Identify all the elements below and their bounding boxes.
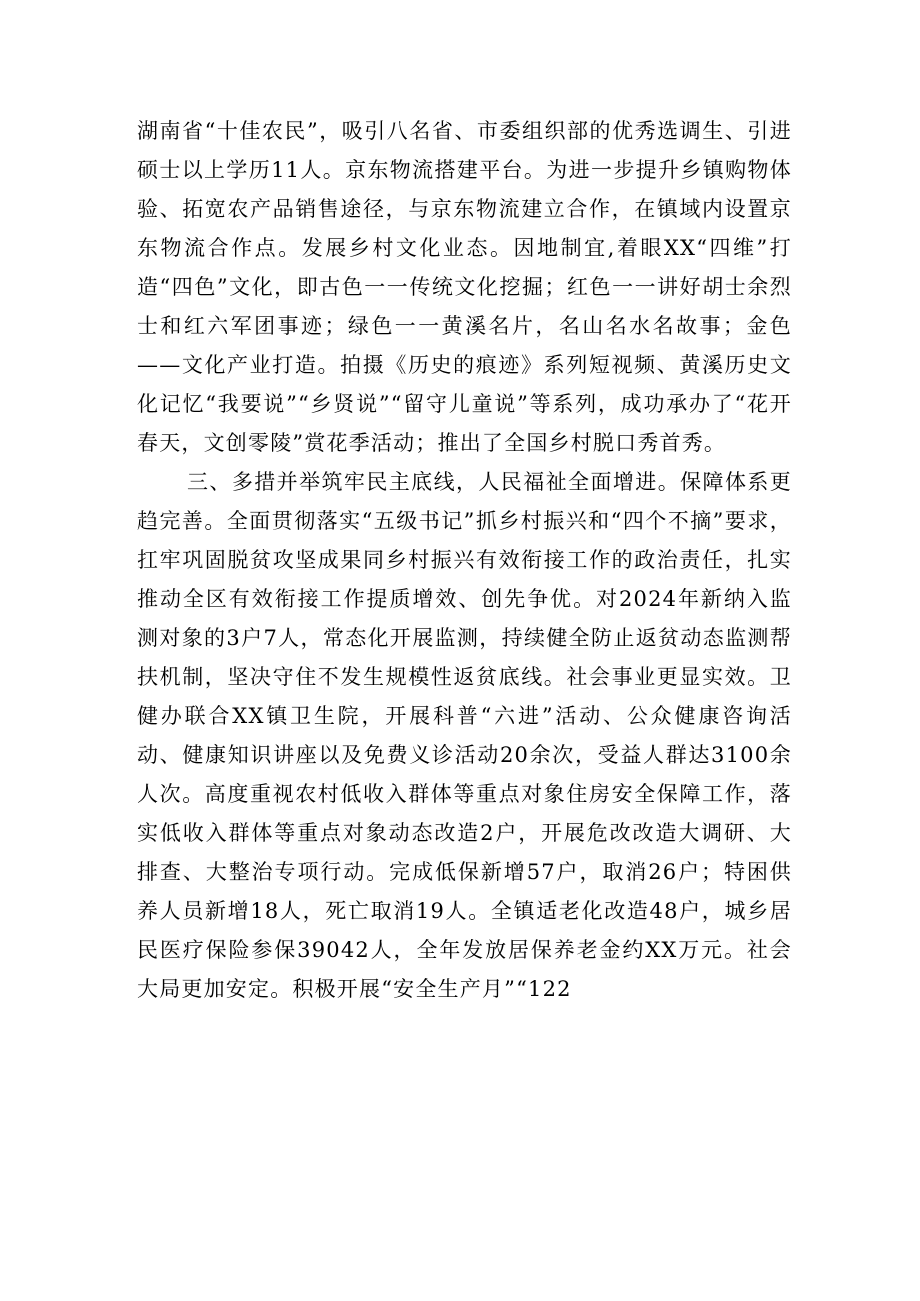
document-page [137, 112, 792, 1009]
paragraph-section-three: 三、多措并举筑牢民主底线，人民福祉全面增进。保障体系更趋完善。全面贯彻落实“五级书记”抓乡村振兴和“四个不摘”要求，扛牢巩固脱贫攻坚成果同乡村振兴有效衔接工作的政治责任，扎实推动全区有效衔接工作提质增效、创先争优。对2024年新纳入监测对象的3户7人，常态化开展监测，持续健全防止返贫动态监测帮扶机制，坚决守住不发生规模性返贫底线。社会事业更显实效。卫健办联合XX镇卫生院，开展科普“六进”活动、公众健康咨询活动、健康知识讲座以及免费义诊活动20余次，受益人群达3100余人次。高度重视农村低收入群体等重点对象住房安全保障工作，落实低收入群体等重点对象动态改造2户，开展危改改造大调研、大排查、大整治专项行动。完成低保新增57户，取消26户；特困供养人员新增18人，死亡取消19人。全镇适老化改造48户，城乡居民医疗保险参保39042人，全年发放居保养老金约XX万元。社会大局更加安定。积极开展“安全生产月”“122 [137, 470, 792, 1001]
paragraph-continuation: 湖南省“十佳农民”，吸引八名省、市委组织部的优秀选调生、引进硕士以上学历11人。京东物流搭建平台。为进一步提升乡镇购物体验、拓宽农产品销售途径，与京东物流建立合作，在镇域内设置京东物流合作点。发展乡村文化业态。因地制宜,着眼XX“四维”打造“四色”文化，即古色一一传统文化挖掘；红色一一讲好胡士余烈士和红六军团事迹；绿色一一黄溪名片，名山名水名故事；金色——文化产业打造。拍摄《历史的痕迹》系列短视频、黄溪历史文化记忆“我要说”“乡贤说”“留守儿童说”等系列，成功承办了“花开春天，文创零陵”赏花季活动；推出了全国乡村脱口秀首秀。 [137, 119, 792, 455]
